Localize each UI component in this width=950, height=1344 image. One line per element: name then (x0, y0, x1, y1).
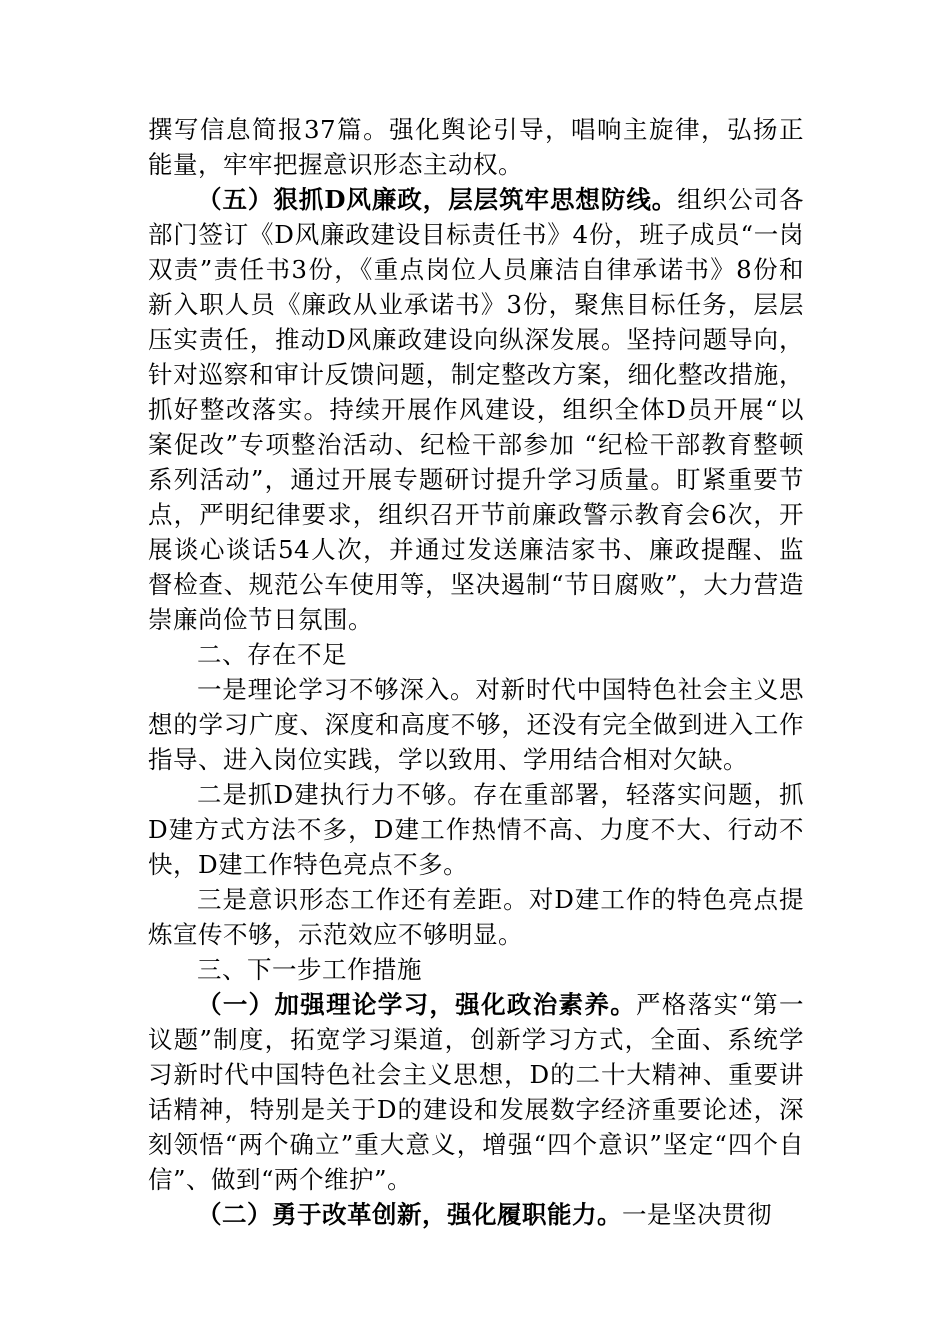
measure-lead-2: （二）勇于改革创新，强化履职能力。 (197, 1200, 622, 1229)
paragraph-measure-1 (148, 987, 804, 1197)
paragraph-shortcoming-1: 一是理论学习不够深入。对新时代中国特色社会主义思想的学习广度、深度和高度不够，还没有完全做到进入工作指导、进入岗位实践，学以致用、学用结合相对欠缺。 (148, 675, 804, 774)
paragraph-anti-corruption (148, 182, 804, 637)
paragraph-measure-2 (148, 1197, 804, 1232)
document-page (148, 112, 804, 1232)
measure-body-1: 严格落实“第一议题”制度，拓宽学习渠道，创新学习方式，全面、系统学习新时代中国特色社会主义思想，D的二十大精神、重要讲话精神，特别是关于D的建设和发展数字经济重要论述，深刻领悟“两个确立”重大意义，增强“四个意识”坚定“四个自信”、做到“两个维护”。 (148, 990, 805, 1194)
section-heading-shortcomings: 二、存在不足 (197, 640, 347, 669)
section-lead-5: （五）狠抓D风廉政，层层筑牢思想防线。 (197, 185, 678, 214)
paragraph-shortcoming-3: 三是意识形态工作还有差距。对D建工作的特色亮点提炼宣传不够，示范效应不够明显。 (148, 885, 804, 949)
section-body-5: 组织公司各部门签订《D风廉政建设目标责任书》4份，班子成员“一岗双责”责任书3份，《重点岗位人员廉洁自律承诺书》8份和新入职人员《廉政从业承诺书》3份，聚焦目标任务，层层压实责任，推动D风廉政建设向纵深发展。坚持问题导向，针对巡察和审计反馈问题，制定整改方案，细化整改措施，抓好整改落实。持续开展作风建设，组织全体D员开展“以案促改”专项整治活动、纪检干部参加 “纪检干部教育整顿系列活动”，通过开展专题研讨提升学习质量。盯紧重要节点，严明纪律要求，组织召开节前廉政警示教育会6次，开展谈心谈话54人次，并通过发送廉洁家书、廉政提醒、监督检查、规范公车使用等，坚决遏制“节日腐败”，大力营造崇廉尚俭节日氛围。 (148, 185, 805, 634)
paragraph-shortcoming-2: 二是抓D建执行力不够。存在重部署，轻落实问题，抓D建方式方法不多，D建工作热情不高、力度不大、行动不快，D建工作特色亮点不多。 (148, 780, 804, 879)
section-heading-next-steps: 三、下一步工作措施 (197, 955, 422, 984)
measure-body-2: 一是坚决贯彻 (622, 1200, 772, 1229)
paragraph-continuation: 撰写信息简报37篇。强化舆论引导，唱响主旋律，弘扬正能量，牢牢把握意识形态主动权。 (148, 115, 804, 179)
measure-lead-1: （一）加强理论学习，强化政治素养。 (197, 990, 637, 1019)
